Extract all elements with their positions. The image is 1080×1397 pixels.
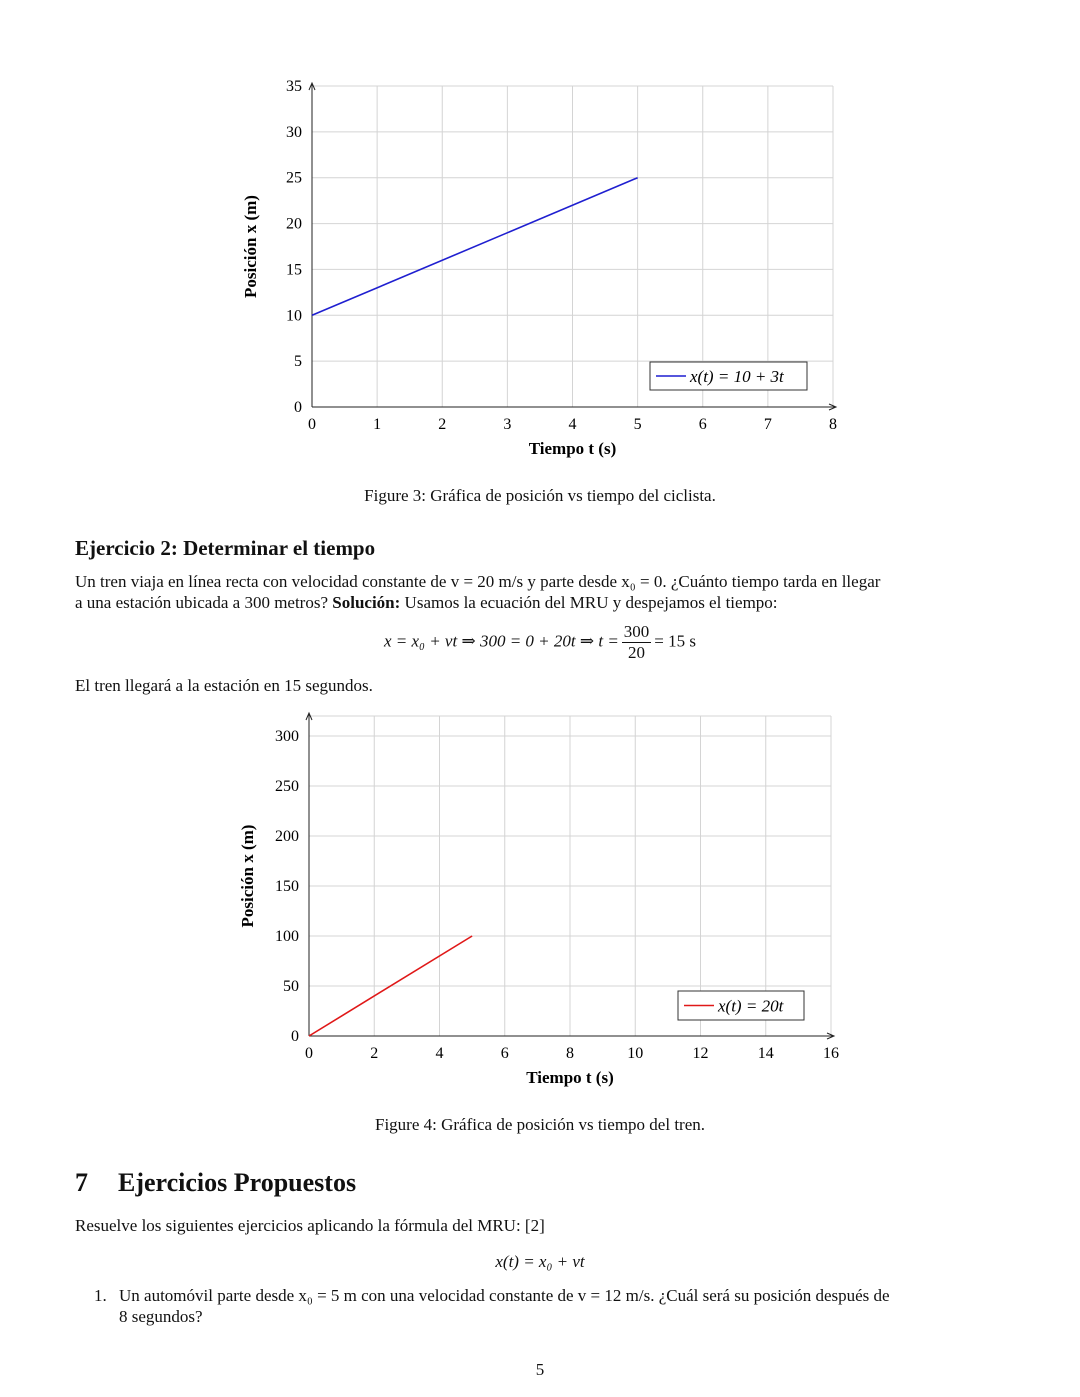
list-marker: 1.: [94, 1286, 107, 1305]
x-tick-label: 2: [370, 1045, 379, 1062]
x-tick-label: 6: [698, 416, 707, 433]
y-tick-label: 300: [275, 728, 299, 745]
x-tick-label: 16: [823, 1045, 839, 1062]
y-tick-label: 150: [275, 878, 299, 895]
x-tick-label: 1: [373, 416, 382, 433]
y-tick-label: 0: [291, 1028, 299, 1045]
y-axis-label: Posición x (m): [241, 195, 260, 298]
equation-time: [0, 622, 1080, 663]
x-tick-label: 3: [503, 416, 512, 433]
exercise-list-item: [94, 1285, 1014, 1327]
x-tick-label: 2: [438, 416, 447, 433]
section-title: Ejercicios Propuestos: [118, 1168, 357, 1197]
series-line: [312, 178, 638, 316]
x-tick-label: 12: [692, 1045, 709, 1062]
y-tick-label: 5: [294, 353, 302, 371]
x-axis-label: Tiempo t (s): [526, 1068, 614, 1087]
figure-3-chart: [0, 60, 1080, 480]
figure-4-caption: Figure 4: Gráfica de posición vs tiempo del tren.: [375, 1115, 705, 1134]
y-tick-label: 50: [283, 978, 299, 995]
x-tick-label: 8: [829, 416, 837, 433]
y-tick-label: 10: [286, 307, 302, 325]
paragraph-line: Un tren viaja en línea recta con velocidad constante de v = 20 m/s y parte desde x₀ = 0. ¿Cuánto tiempo tarda en llegar: [75, 572, 881, 591]
legend-label: x(t) = 10 + 3t: [690, 367, 784, 386]
y-tick-label: 35: [286, 78, 302, 95]
x-tick-label: 0: [308, 416, 316, 433]
fraction: [622, 622, 652, 663]
y-tick-label: 25: [286, 169, 302, 187]
exercise-2-conclusion: El tren llegará a la estación en 15 segundos.: [75, 676, 373, 695]
x-tick-label: 6: [500, 1045, 509, 1062]
y-axis-label: Posición x (m): [238, 824, 257, 928]
section-7-intro: Resuelve los siguientes ejercicios aplicando la fórmula del MRU: [2]: [75, 1216, 545, 1235]
text: a una estación ubicada a 300 metros?: [75, 593, 329, 612]
equation-right: = 15 s: [654, 631, 696, 651]
paragraph-line: [75, 592, 1015, 613]
figure-3-caption: Figure 3: Gráfica de posición vs tiempo del ciclista.: [364, 486, 716, 505]
x-tick-label: 4: [568, 416, 577, 433]
figure-4-chart: [0, 700, 1080, 1100]
page-number: 5: [535, 1360, 545, 1379]
text: Usamos la ecuación del MRU y despejamos el tiempo:: [404, 593, 778, 612]
exercise-2-paragraph: [75, 571, 1015, 613]
y-tick-label: 0: [294, 399, 302, 416]
x-tick-label: 8: [566, 1045, 574, 1062]
y-tick-label: 30: [286, 123, 302, 141]
denominator: 20: [628, 643, 646, 662]
section-7-heading: [75, 1168, 356, 1198]
section-number: 7: [75, 1168, 88, 1197]
formula-text: x(t) = x₀ + vt: [495, 1252, 585, 1271]
equation-left: x = x₀ + vt ⇒ 300 = 0 + 20t ⇒ t =: [383, 631, 619, 651]
x-tick-label: 0: [305, 1045, 313, 1062]
exercise-2-heading: Ejercicio 2: Determinar el tiempo: [75, 536, 376, 560]
y-tick-label: 200: [275, 828, 299, 845]
numerator: 300: [623, 622, 650, 641]
x-axis-label: Tiempo t (s): [528, 439, 617, 458]
y-tick-label: 250: [275, 778, 299, 795]
x-tick-label: 4: [435, 1045, 444, 1062]
list-item-line: Un automóvil parte desde x₀ = 5 m con una velocidad constante de v = 12 m/s. ¿Cuál será su posición después de: [119, 1286, 890, 1305]
x-tick-label: 10: [627, 1045, 644, 1062]
legend-label: x(t) = 20t: [718, 996, 784, 1016]
x-tick-label: 5: [633, 416, 642, 433]
solution-label: Solución:: [332, 593, 401, 612]
x-tick-label: 7: [763, 416, 772, 433]
y-tick-label: 100: [275, 928, 299, 945]
list-item-line: 8 segundos?: [119, 1307, 203, 1326]
y-tick-label: 15: [286, 261, 302, 279]
mru-formula: [0, 1251, 1080, 1272]
x-tick-label: 14: [757, 1045, 774, 1062]
y-tick-label: 20: [286, 215, 302, 233]
